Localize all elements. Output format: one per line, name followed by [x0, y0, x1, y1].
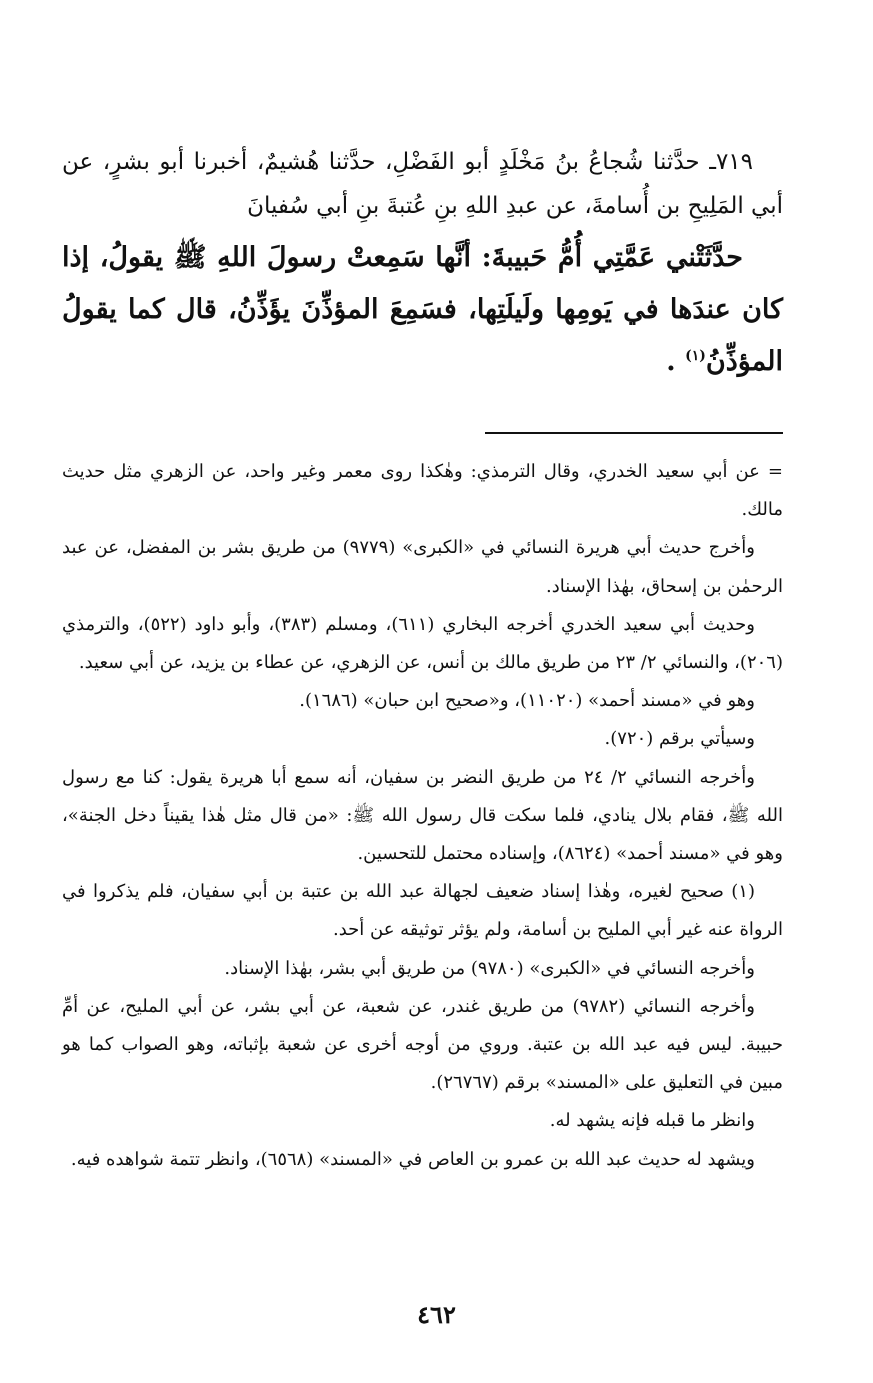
footnote-ref: (١) — [685, 348, 706, 364]
footnote-separator — [485, 432, 783, 434]
footnote-paragraph: وانظر ما قبله فإنه يشهد له. — [549, 1110, 755, 1132]
footnote-paragraph: وسيأتي برقم (٧٢٠). — [604, 728, 755, 750]
footnote-paragraph: = عن أبي سعيد الخدري، وقال الترمذي: وهٰكذا روى معمر وغير واحد، عن الزهري مثل حديث مالك. — [62, 461, 783, 521]
hadith-matn-text: حدَّثَتْني عَمَّتِي أُمُّ حَبيبةَ: أنَّها سَمِعتْ رسولَ اللهِ ﷺ يقولُ، إذا كان عندَها في يَومِها ولَيلَتِها، فسَمِعَ المؤذِّنَ يؤَذِّنُ، قال كما يقولُ المؤذِّنُ — [62, 242, 783, 377]
hadith-block — [62, 140, 783, 388]
hadith-matn-end: . — [666, 346, 686, 377]
footnotes — [62, 453, 783, 1179]
footnote-paragraph: وأخرجه النسائي (٩٧٨٢) من طريق غندر، عن شعبة، عن أبي بشر، عن أبي المليح، عن أمِّ حبيبة. ليس فيه عبد الله بن عتبة. وروي من أوجه أخرى عن شعبة بإثباته، وهو الصواب كما هو مبين في التعليق على «المسند» برقم (٢٦٧٦٧). — [62, 995, 783, 1094]
hadith-matn — [62, 232, 783, 388]
footnote-paragraph: وهو في «مسند أحمد» (١١٠٢٠)، و«صحيح ابن حبان» (١٦٨٦). — [299, 690, 755, 712]
footnote-paragraph: وأخرجه النسائي في «الكبرى» (٩٧٨٠) من طريق أبي بشر، بهٰذا الإسناد. — [224, 957, 755, 979]
footnote-paragraph: وأخرج حديث أبي هريرة النسائي في «الكبرى» (٩٧٧٩) من طريق بشر بن المفضل، عن عبد الرحمٰن بن إسحاق، بهٰذا الإسناد. — [62, 537, 783, 597]
footnote-paragraph: وأخرجه النسائي ٢/ ٢٤ من طريق النضر بن سفيان، أنه سمع أبا هريرة يقول: كنا مع رسول الله ﷺ، فقام بلال ينادي، فلما سكت قال رسول الله ﷺ: «من قال مثل هٰذا يقيناً دخل الجنة»، وهو في «مسند أحمد» (٨٦٢٤)، وإسناده محتمل للتحسين. — [62, 766, 783, 865]
page-number: ٤٦٢ — [417, 1300, 456, 1329]
hadith-isnad: ٧١٩ـ حدَّثنا شُجاعُ بنُ مَخْلَدٍ أبو الفَضْلِ، حدَّثنا هُشيمٌ، أخبرنا أبو بشرٍ، عن أبي المَلِيحِ بن أُسامةَ، عن عبدِ اللهِ بنِ عُتبةَ بنِ أبي سُفيانَ — [62, 149, 783, 219]
footnote-paragraph: وحديث أبي سعيد الخدري أخرجه البخاري (٦١١)، ومسلم (٣٨٣)، وأبو داود (٥٢٢)، والترمذي (٢٠٦)، والنسائي ٢/ ٢٣ من طريق مالك بن أنس، عن الزهري، عن عطاء بن يزيد، عن أبي سعيد. — [62, 613, 783, 674]
footnote-paragraph: (١) صحيح لغيره، وهٰذا إسناد ضعيف لجهالة عبد الله بن عتبة بن أبي سفيان، فلم يذكروا في الرواة عنه غير أبي المليح بن أسامة، ولم يؤثر توثيقه عن أحد. — [62, 881, 783, 941]
footnote-paragraph: ويشهد له حديث عبد الله بن عمرو بن العاص في «المسند» (٦٥٦٨)، وانظر تتمة شواهده فيه. — [70, 1148, 755, 1170]
